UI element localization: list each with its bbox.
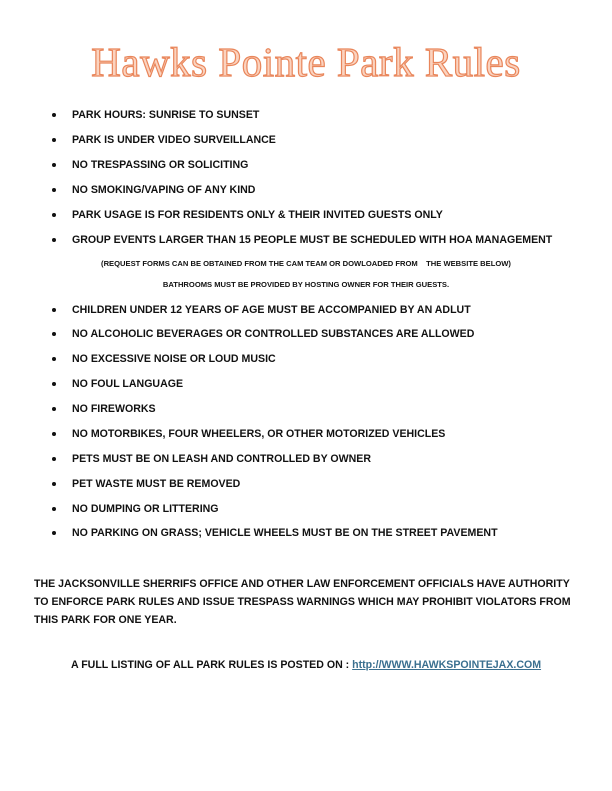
rule-text: NO DUMPING OR LITTERING [72,503,219,515]
website-link[interactable]: http://WWW.HAWKSPOINTEJAX.COM [352,659,542,671]
bullet-icon [52,357,56,361]
rule-text: GROUP EVENTS LARGER THAN 15 PEOPLE MUST BE SCHEDULED WITH HOA MANAGEMENT [72,234,553,246]
bullet-icon [52,238,56,242]
bullet-icon [52,457,56,461]
bullet-icon [52,213,56,217]
bullet-icon [52,163,56,167]
bullet-icon [52,382,56,386]
bullet-icon [52,531,56,535]
rule-text: PARK IS UNDER VIDEO SURVEILLANCE [72,134,276,146]
bullet-icon [52,188,56,192]
bullet-icon [52,407,56,411]
bullet-icon [52,308,56,312]
rule-text: NO ALCOHOLIC BEVERAGES OR CONTROLLED SUBSTANCES ARE ALLOWED [72,328,475,340]
page-title: Hawks Pointe Park Rules [91,39,521,85]
bullet-icon [52,332,56,336]
rule-text: NO PARKING ON GRASS; VEHICLE WHEELS MUST BE ON THE STREET PAVEMENT [72,527,498,539]
rule-text: NO TRESPASSING OR SOLICITING [72,159,249,171]
group-event-note: (REQUEST FORMS CAN BE OBTAINED FROM THE CAM TEAM OR DOWLOADED FROM THE WEBSITE BELOW) [101,259,511,268]
rule-text: PARK USAGE IS FOR RESIDENTS ONLY & THEIR INVITED GUESTS ONLY [72,209,443,221]
rule-text: NO MOTORBIKES, FOUR WHEELERS, OR OTHER MOTORIZED VEHICLES [72,428,446,440]
bullet-icon [52,507,56,511]
bullet-icon [52,482,56,486]
rule-text: NO SMOKING/VAPING OF ANY KIND [72,184,256,196]
bullet-icon [52,138,56,142]
bullet-icon [52,113,56,117]
rule-text: NO EXCESSIVE NOISE OR LOUD MUSIC [72,353,276,365]
rule-text: PET WASTE MUST BE REMOVED [72,478,241,490]
listing-text: A FULL LISTING OF ALL PARK RULES IS POSTED ON : [71,659,353,671]
rule-text: NO FIREWORKS [72,403,156,415]
authority-paragraph: THE JACKSONVILLE SHERRIFS OFFICE AND OTHER LAW ENFORCEMENT OFFICIALS HAVE AUTHORITY TO ENFORCE PARK RULES AND ISSUE TRESPASS WARNINGS WHICH MAY PROHIBIT VIOLATORS FROM THIS PARK FOR ONE YEAR. [34,578,571,626]
rule-text: PARK HOURS: SUNRISE TO SUNSET [72,109,260,121]
rule-text: NO FOUL LANGUAGE [72,378,184,390]
rule-text: CHILDREN UNDER 12 YEARS OF AGE MUST BE ACCOMPANIED BY AN ADLUT [72,304,471,316]
rule-text: PETS MUST BE ON LEASH AND CONTROLLED BY OWNER [72,453,371,465]
bullet-icon [52,432,56,436]
bathroom-note: BATHROOMS MUST BE PROVIDED BY HOSTING OWNER FOR THEIR GUESTS. [162,280,450,289]
listing-line [71,658,541,672]
